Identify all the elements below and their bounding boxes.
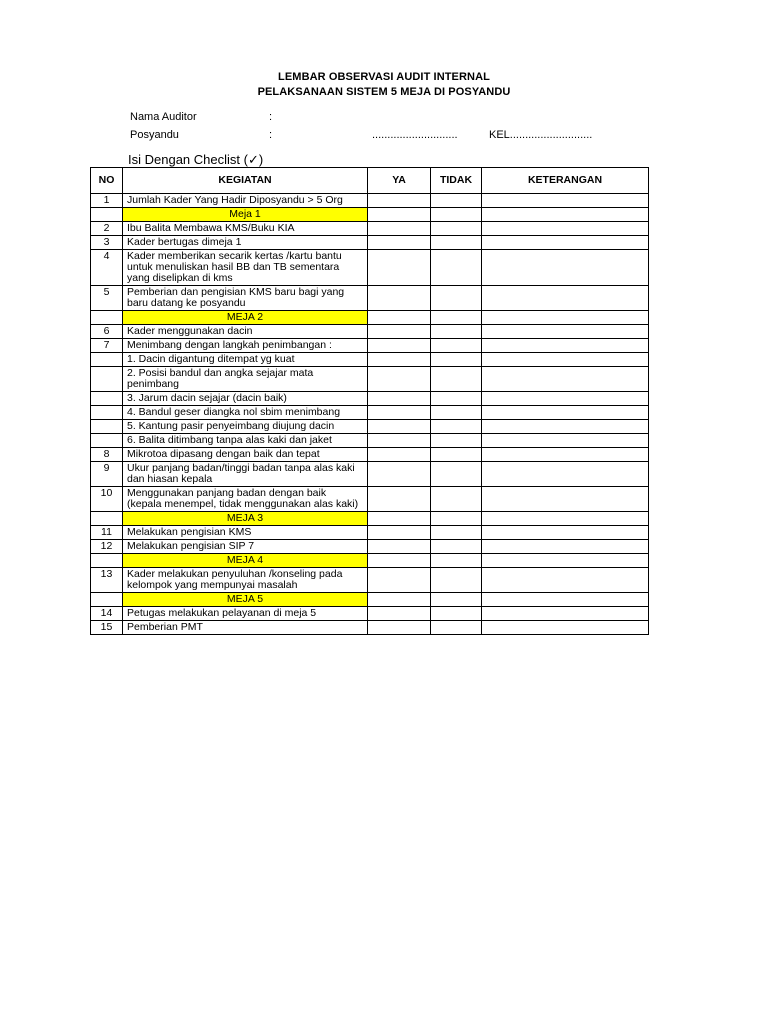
ya-cell[interactable] <box>368 406 431 420</box>
header-tidak: TIDAK <box>431 168 482 194</box>
ya-cell[interactable] <box>368 448 431 462</box>
tidak-cell[interactable] <box>431 448 482 462</box>
ya-cell[interactable] <box>368 208 431 222</box>
ya-cell[interactable] <box>368 487 431 512</box>
row-kegiatan: Mikrotoa dipasang dengan baik dan tepat <box>123 448 368 462</box>
row-no: 2 <box>91 222 123 236</box>
row-no: 5 <box>91 286 123 311</box>
table-row <box>91 526 649 540</box>
ya-cell[interactable] <box>368 621 431 635</box>
keterangan-cell[interactable] <box>482 406 649 420</box>
row-kegiatan: 4. Bandul geser diangka nol sbim menimbang <box>123 406 368 420</box>
ya-cell[interactable] <box>368 420 431 434</box>
table-row <box>91 420 649 434</box>
kel-field: KEL........................... <box>489 129 593 141</box>
ya-cell[interactable] <box>368 353 431 367</box>
ya-cell[interactable] <box>368 512 431 526</box>
row-kegiatan: 1. Dacin digantung ditempat yg kuat <box>123 353 368 367</box>
keterangan-cell[interactable] <box>482 311 649 325</box>
tidak-cell[interactable] <box>431 367 482 392</box>
tidak-cell[interactable] <box>431 420 482 434</box>
ya-cell[interactable] <box>368 311 431 325</box>
row-kegiatan: Jumlah Kader Yang Hadir Diposyandu > 5 Org <box>123 194 368 208</box>
posyandu-colon: : <box>269 129 273 141</box>
row-no: 3 <box>91 236 123 250</box>
table-row <box>91 325 649 339</box>
row-no: 1 <box>91 194 123 208</box>
section-label: MEJA 3 <box>123 512 368 526</box>
ya-cell[interactable] <box>368 222 431 236</box>
section-label: MEJA 2 <box>123 311 368 325</box>
table-row <box>91 392 649 406</box>
tidak-cell[interactable] <box>431 540 482 554</box>
table-row <box>91 222 649 236</box>
tidak-cell[interactable] <box>431 325 482 339</box>
tidak-cell[interactable] <box>431 607 482 621</box>
keterangan-cell[interactable] <box>482 339 649 353</box>
section-row <box>91 208 649 222</box>
row-no: 9 <box>91 462 123 487</box>
row-no: 7 <box>91 339 123 353</box>
tidak-cell[interactable] <box>431 554 482 568</box>
tidak-cell[interactable] <box>431 526 482 540</box>
row-kegiatan: Melakukan pengisian KMS <box>123 526 368 540</box>
posyandu-dots: ............................ <box>372 129 458 141</box>
row-no: 6 <box>91 325 123 339</box>
instruction-text: Isi Dengan Checlist (✓) <box>128 152 264 167</box>
tidak-cell[interactable] <box>431 208 482 222</box>
ya-cell[interactable] <box>368 286 431 311</box>
row-no <box>91 367 123 392</box>
tidak-cell[interactable] <box>431 434 482 448</box>
section-row <box>91 512 649 526</box>
tidak-cell[interactable] <box>431 311 482 325</box>
header-kegiatan: KEGIATAN <box>123 168 368 194</box>
keterangan-cell[interactable] <box>482 367 649 392</box>
keterangan-cell[interactable] <box>482 208 649 222</box>
auditor-colon: : <box>269 111 273 123</box>
ya-cell[interactable] <box>368 526 431 540</box>
keterangan-cell[interactable] <box>482 194 649 208</box>
row-kegiatan: Menggunakan panjang badan dengan baik (kepala menempel, tidak menggunakan alas kaki) <box>123 487 368 512</box>
keterangan-cell[interactable] <box>482 554 649 568</box>
ya-cell[interactable] <box>368 593 431 607</box>
row-kegiatan: Kader menggunakan dacin <box>123 325 368 339</box>
row-no: 12 <box>91 540 123 554</box>
section-row <box>91 311 649 325</box>
row-kegiatan: Pemberian dan pengisian KMS baru bagi yang baru datang ke posyandu <box>123 286 368 311</box>
row-kegiatan: 5. Kantung pasir penyeimbang diujung dacin <box>123 420 368 434</box>
tidak-cell[interactable] <box>431 236 482 250</box>
row-kegiatan: Petugas melakukan pelayanan di meja 5 <box>123 607 368 621</box>
keterangan-cell[interactable] <box>482 621 649 635</box>
row-no: 4 <box>91 250 123 286</box>
section-label: MEJA 5 <box>123 593 368 607</box>
table-body <box>91 194 649 635</box>
keterangan-cell[interactable] <box>482 448 649 462</box>
table-row <box>91 607 649 621</box>
table-row <box>91 339 649 353</box>
keterangan-cell[interactable] <box>482 420 649 434</box>
section-row <box>91 593 649 607</box>
row-no: 10 <box>91 487 123 512</box>
ya-cell[interactable] <box>368 250 431 286</box>
tidak-cell[interactable] <box>431 621 482 635</box>
row-no <box>91 420 123 434</box>
row-kegiatan: 3. Jarum dacin sejajar (dacin baik) <box>123 392 368 406</box>
row-kegiatan: Pemberian PMT <box>123 621 368 635</box>
table-header-row <box>91 168 649 194</box>
row-no: 11 <box>91 526 123 540</box>
keterangan-cell[interactable] <box>482 540 649 554</box>
tidak-cell[interactable] <box>431 353 482 367</box>
row-no: 14 <box>91 607 123 621</box>
row-no <box>91 311 123 325</box>
keterangan-cell[interactable] <box>482 462 649 487</box>
section-label: Meja 1 <box>123 208 368 222</box>
keterangan-cell[interactable] <box>482 353 649 367</box>
row-no: 15 <box>91 621 123 635</box>
table-row <box>91 487 649 512</box>
row-no <box>91 434 123 448</box>
document-subtitle: PELAKSANAAN SISTEM 5 MEJA DI POSYANDU <box>257 86 511 98</box>
row-kegiatan: 6. Balita ditimbang tanpa alas kaki dan jaket <box>123 434 368 448</box>
ya-cell[interactable] <box>368 325 431 339</box>
ya-cell[interactable] <box>368 236 431 250</box>
tidak-cell[interactable] <box>431 512 482 526</box>
ya-cell[interactable] <box>368 607 431 621</box>
row-kegiatan: Ukur panjang badan/tinggi badan tanpa alas kaki dan hiasan kepala <box>123 462 368 487</box>
table-row <box>91 353 649 367</box>
tidak-cell[interactable] <box>431 286 482 311</box>
keterangan-cell[interactable] <box>482 286 649 311</box>
header-ya: YA <box>368 168 431 194</box>
posyandu-label: Posyandu <box>130 129 179 141</box>
keterangan-cell[interactable] <box>482 250 649 286</box>
keterangan-cell[interactable] <box>482 434 649 448</box>
ya-cell[interactable] <box>368 392 431 406</box>
keterangan-cell[interactable] <box>482 222 649 236</box>
row-kegiatan: 2. Posisi bandul dan angka sejajar mata penimbang <box>123 367 368 392</box>
header-no: NO <box>91 168 123 194</box>
ya-cell[interactable] <box>368 554 431 568</box>
document-title: LEMBAR OBSERVASI AUDIT INTERNAL <box>278 71 490 83</box>
ya-cell[interactable] <box>368 367 431 392</box>
row-no <box>91 406 123 420</box>
row-kegiatan: Melakukan pengisian SIP 7 <box>123 540 368 554</box>
keterangan-cell[interactable] <box>482 607 649 621</box>
tidak-cell[interactable] <box>431 392 482 406</box>
table-row <box>91 568 649 593</box>
section-row <box>91 554 649 568</box>
tidak-cell[interactable] <box>431 339 482 353</box>
table-row <box>91 540 649 554</box>
ya-cell[interactable] <box>368 540 431 554</box>
row-kegiatan: Kader bertugas dimeja 1 <box>123 236 368 250</box>
tidak-cell[interactable] <box>431 194 482 208</box>
keterangan-cell[interactable] <box>482 568 649 593</box>
row-no: 13 <box>91 568 123 593</box>
row-no: 8 <box>91 448 123 462</box>
ya-cell[interactable] <box>368 434 431 448</box>
row-no <box>91 208 123 222</box>
keterangan-cell[interactable] <box>482 512 649 526</box>
keterangan-cell[interactable] <box>482 487 649 512</box>
row-kegiatan: Menimbang dengan langkah penimbangan : <box>123 339 368 353</box>
row-kegiatan: Ibu Balita Membawa KMS/Buku KIA <box>123 222 368 236</box>
tidak-cell[interactable] <box>431 250 482 286</box>
tidak-cell[interactable] <box>431 568 482 593</box>
observation-table <box>90 167 649 635</box>
tidak-cell[interactable] <box>431 462 482 487</box>
table-row <box>91 236 649 250</box>
keterangan-cell[interactable] <box>482 526 649 540</box>
row-no <box>91 353 123 367</box>
table-row <box>91 194 649 208</box>
ya-cell[interactable] <box>368 462 431 487</box>
table-row <box>91 367 649 392</box>
ya-cell[interactable] <box>368 568 431 593</box>
table-row <box>91 448 649 462</box>
tidak-cell[interactable] <box>431 222 482 236</box>
ya-cell[interactable] <box>368 194 431 208</box>
table-row <box>91 434 649 448</box>
table-row <box>91 286 649 311</box>
section-label: MEJA 4 <box>123 554 368 568</box>
keterangan-cell[interactable] <box>482 325 649 339</box>
table-row <box>91 462 649 487</box>
row-kegiatan: Kader melakukan penyuluhan /konseling pada kelompok yang mempunyai masalah <box>123 568 368 593</box>
row-no <box>91 392 123 406</box>
keterangan-cell[interactable] <box>482 593 649 607</box>
tidak-cell[interactable] <box>431 406 482 420</box>
keterangan-cell[interactable] <box>482 392 649 406</box>
tidak-cell[interactable] <box>431 487 482 512</box>
row-no <box>91 593 123 607</box>
row-no <box>91 512 123 526</box>
auditor-label: Nama Auditor <box>130 111 197 123</box>
keterangan-cell[interactable] <box>482 236 649 250</box>
table-row <box>91 621 649 635</box>
row-no <box>91 554 123 568</box>
header-keterangan: KETERANGAN <box>482 168 649 194</box>
table-row <box>91 406 649 420</box>
row-kegiatan: Kader memberikan secarik kertas /kartu bantu untuk menuliskan hasil BB dan TB sementara yang diselipkan di kms <box>123 250 368 286</box>
ya-cell[interactable] <box>368 339 431 353</box>
tidak-cell[interactable] <box>431 593 482 607</box>
table-row <box>91 250 649 286</box>
